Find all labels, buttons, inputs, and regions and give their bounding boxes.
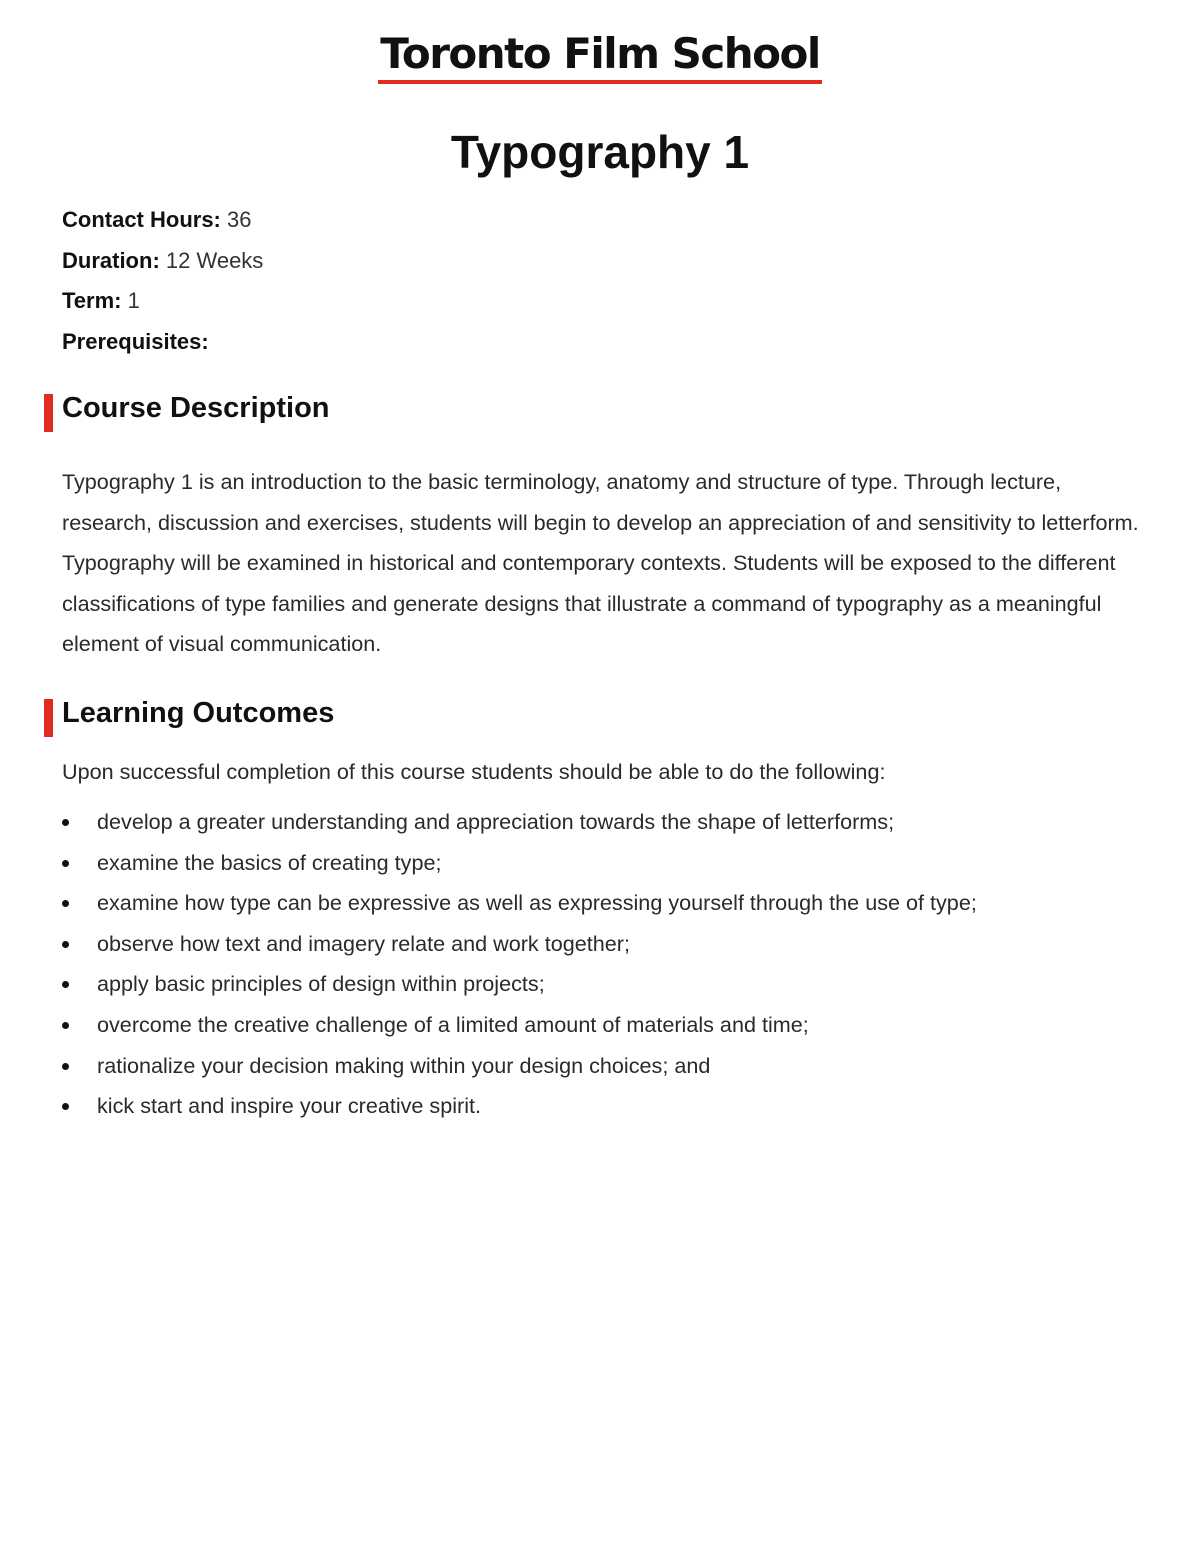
bullet-icon [62, 1063, 69, 1070]
detail-label: Contact Hours: [62, 207, 221, 232]
course-description-heading: Course Description [62, 392, 330, 424]
list-item-text: rationalize your decision making within your design choices; and [97, 1052, 711, 1078]
detail-label: Prerequisites: [62, 328, 209, 354]
list-item [62, 1005, 1142, 1046]
learning-outcomes-list [62, 802, 1142, 1127]
list-item [62, 1086, 1142, 1127]
list-item [62, 924, 1142, 965]
bullet-icon [62, 1103, 69, 1110]
logo-container [0, 30, 1200, 84]
detail-duration [62, 241, 1142, 282]
section-marker [44, 394, 53, 432]
list-item [62, 802, 1142, 843]
bullet-icon [62, 1022, 69, 1029]
detail-label: Term: [62, 288, 122, 314]
list-item-text: examine the basics of creating type; [97, 849, 442, 875]
list-item-text: overcome the creative challenge of a limited amount of materials and time; [97, 1011, 809, 1037]
bullet-icon [62, 900, 69, 907]
list-item [62, 843, 1142, 884]
list-item-text: observe how text and imagery relate and work together; [97, 930, 630, 956]
list-item [62, 883, 1142, 924]
list-item-text: apply basic principles of design within projects; [97, 971, 545, 997]
course-details [62, 200, 1142, 362]
bullet-icon [62, 860, 69, 867]
detail-value: 12 Weeks [165, 247, 264, 273]
list-item-text: kick start and inspire your creative spirit. [97, 1093, 482, 1119]
learning-outcomes-heading: Learning Outcomes [62, 697, 335, 729]
detail-contact-hours [62, 200, 1142, 241]
list-item [62, 1046, 1142, 1087]
list-item-text: develop a greater understanding and appreciation towards the shape of letterforms; [97, 809, 895, 834]
detail-value: 36 [227, 207, 252, 232]
detail-label: Duration: [62, 247, 160, 273]
bullet-icon [62, 941, 69, 948]
list-item-text: examine how type can be expressive as well as expressing yourself through the use of type; [97, 890, 977, 916]
learning-outcomes-intro: Upon successful completion of this course students should be able to do the following: [62, 759, 886, 784]
detail-prerequisites [62, 322, 1142, 363]
course-description-text: Typography 1 is an introduction to the basic terminology, anatomy and structure of type. Through lecture, research, discussion and exercises, students will begin to develop an appreciation of and sensitivity to letterform. Typography will be examined in historical and contemporary contexts. Students will be exposed to the different classifications of type families and generate designs that illustrate a command of typography as a meaningful element of visual communication. [62, 469, 1139, 656]
course-title: Typography 1 [450, 126, 750, 178]
bullet-icon [62, 981, 69, 988]
bullet-icon [62, 819, 69, 826]
school-logo: Toronto Film School [378, 30, 821, 84]
section-marker [44, 699, 53, 737]
detail-term [62, 281, 1142, 322]
detail-value: 1 [127, 288, 140, 314]
list-item [62, 964, 1142, 1005]
